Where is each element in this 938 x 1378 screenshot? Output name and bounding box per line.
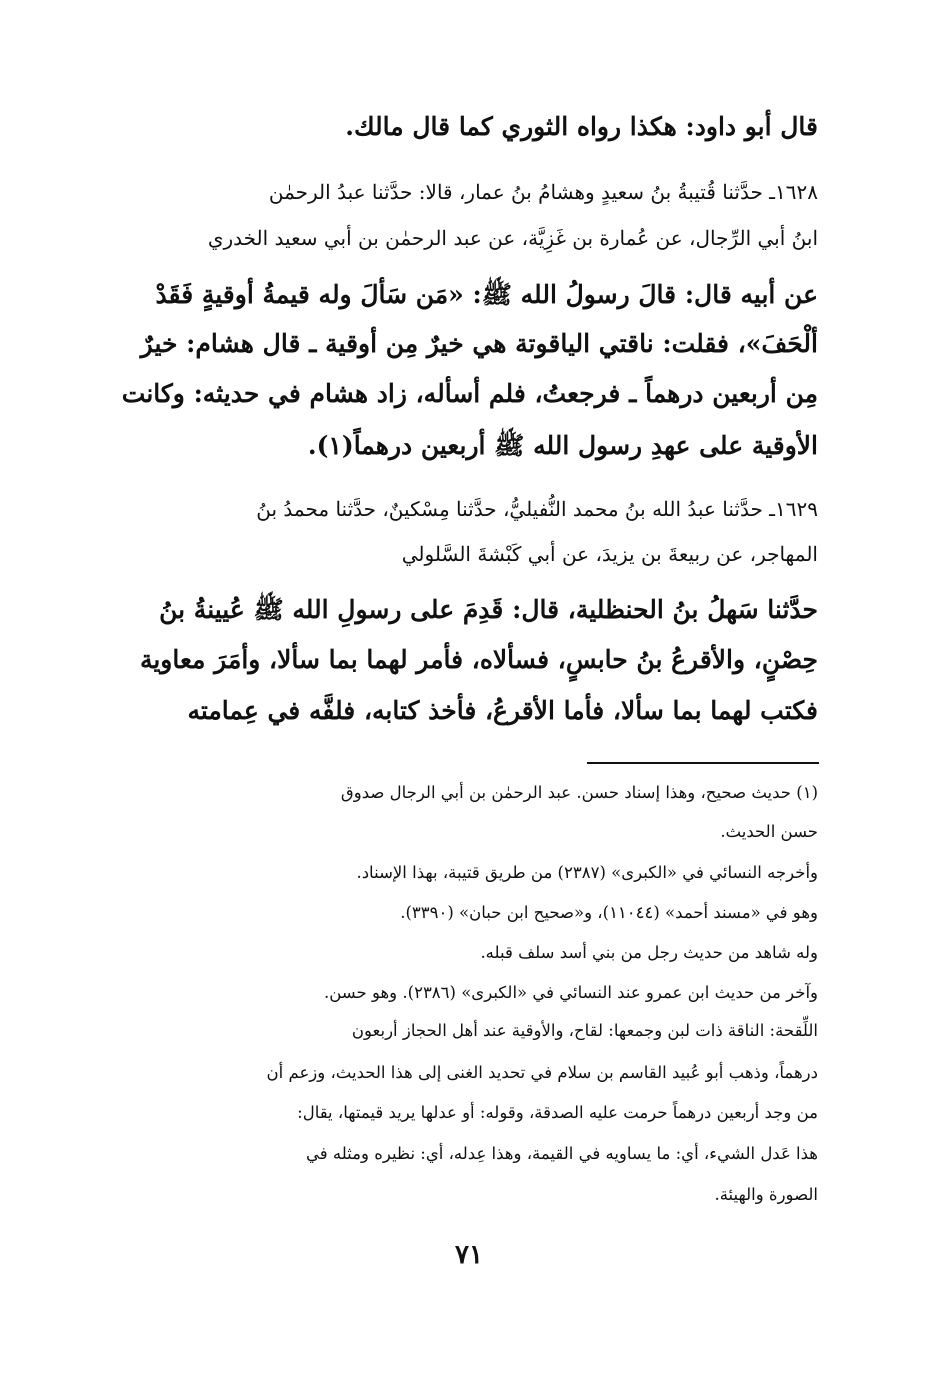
footnote-line-2: حسن الحديث.	[720, 822, 818, 841]
footnote-line-11: الصورة والهيئة.	[714, 1185, 818, 1204]
footnote-line-3: وأخرجه النسائي في «الكبرى» (٢٣٨٧) من طريق قتيبة، بهذا الإسناد.	[356, 863, 818, 882]
footnote-line-4: وهو في «مسند أحمد» (١١٠٤٤)، و«صحيح ابن حبان» (٣٣٩٠).	[400, 903, 818, 922]
hadith-1629-matn-line-1: حدَّثنا سَهلُ بنُ الحنظلية، قال: قَدِمَ على رسولِ الله ﷺ عُيينةُ بنُ	[159, 595, 818, 624]
hadith-1628-matn-line-2: ألْحَفَ»، فقلت: ناقتي الياقوتة هي خيرٌ مِن أوقية ـ قال هشام: خيرٌ	[140, 329, 818, 358]
footnote-line-7: اللِّقحة: الناقة ذات لبن وجمعها: لقاح، والأوقية عند أهل الحجاز أربعون	[351, 1021, 818, 1040]
intro-line: قال أبو داود: هكذا رواه الثوري كما قال مالك.	[345, 112, 818, 141]
hadith-1628-matn-line-4: الأوقية على عهدِ رسول الله ﷺ أربعين درهماً(١).	[307, 431, 818, 460]
footnote-line-9: من وجد أربعين درهماً حرمت عليه الصدقة، وقوله: أو عدلها يريد قيمتها، يقال:	[297, 1103, 818, 1122]
hadith-1628-sanad-line-1: ١٦٢٨ـ حدَّثنا قُتيبةُ بنُ سعيدٍ وهشامُ بنُ عمار، قالا: حدَّثنا عبدُ الرحمٰن	[268, 180, 818, 204]
footnote-line-5: وله شاهد من حديث رجل من بني أسد سلف قبله.	[480, 943, 818, 962]
footnote-separator	[587, 762, 819, 764]
page-number: ٧١	[455, 1240, 483, 1270]
hadith-1629-matn-line-2: حِصْنٍ، والأقرعُ بنُ حابسٍ، فسألاه، فأمر لهما بما سألا، وأمَرَ معاوية	[139, 645, 818, 674]
footnote-line-8: درهماً، وذهب أبو عُبيد القاسم بن سلام في تحديد الغنى إلى هذا الحديث، وزعم أن	[266, 1063, 818, 1082]
footnote-line-6: وآخر من حديث ابن عمرو عند النسائي في «الكبرى» (٢٣٨٦). وهو حسن.	[323, 983, 818, 1002]
hadith-1629-matn-line-3: فكتب لهما بما سألا، فأما الأقرعُ، فأخذ كتابه، فلفَّه في عِمامته	[187, 696, 818, 725]
footnote-line-1: (١) حديث صحيح، وهذا إسناد حسن. عبد الرحمٰن بن أبي الرجال صدوق	[340, 783, 818, 802]
hadith-1628-matn-line-3: مِن أربعين درهماً ـ فرجعتُ، فلم أسأله، زاد هشام في حديثه: وكانت	[121, 379, 818, 408]
hadith-1629-sanad-line-1: ١٦٢٩ـ حدَّثنا عبدُ الله بنُ محمد النُّفيليُّ، حدَّثنا مِسْكينٌ، حدَّثنا محمدُ بنُ	[256, 497, 818, 521]
hadith-1628-sanad-line-2: ابنُ أبي الرِّجال، عن عُمارة بن غَزِيَّة، عن عبد الرحمٰن بن أبي سعيد الخدري	[207, 226, 818, 250]
hadith-1629-sanad-line-2: المهاجر، عن ربيعةَ بن يزيدَ، عن أبي كَبْشةَ السَّلولي	[401, 542, 818, 566]
hadith-1628-matn-line-1: عن أبيه قال: قالَ رسولُ الله ﷺ: «مَن سَألَ وله قيمةُ أوقيةٍ فَقَدْ	[155, 280, 818, 309]
footnote-line-10: هذا عَدل الشيء، أي: ما يساويه في القيمة، وهذا عِدله، أي: نظيره ومثله في	[305, 1144, 818, 1163]
